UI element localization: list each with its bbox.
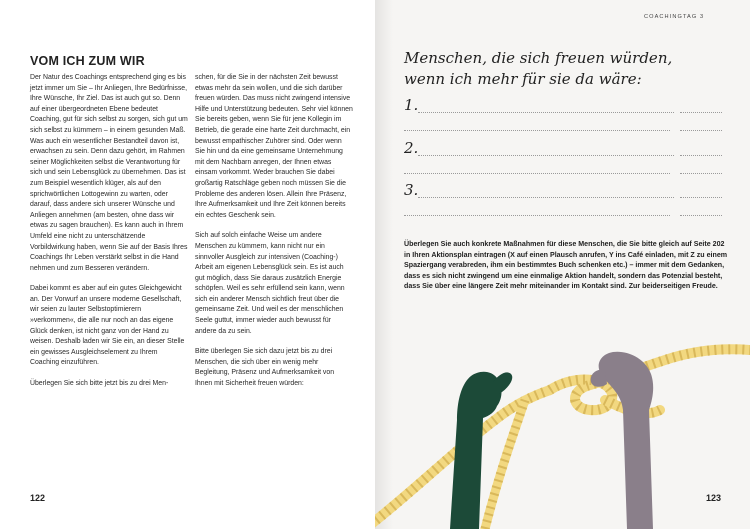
section-heading: VOM ICH ZUM WIR [30,54,145,68]
paragraph: Dabei kommt es aber auf ein gutes Gleichgewicht an. Der Vorwurf an unsere moderne Gesellschaft, wir seien zu lauter Selbstoptimierern »verkommen«, die alle nur noch an das eigene Glück denken, ist nicht ganz von der Hand zu weisen. Deshalb laden wir Sie ein, an dieser Stelle ein gewisses Ausgleichselement zu Ihrem Coaching einzuführen. [30,285,185,367]
write-in-line-1[interactable] [404,96,722,116]
dotted-line [418,155,674,156]
paragraph: Überlegen Sie sich bitte jetzt bis zu drei Men- [30,380,169,388]
dotted-line [680,197,722,198]
write-in-line-3[interactable] [404,181,722,201]
handwritten-title-line: Menschen, die sich freuen würden, [404,49,673,67]
handwritten-title [404,48,734,90]
list-number: 2. [404,139,419,157]
dotted-line [680,155,722,156]
dotted-line [418,112,674,113]
paragraph: Der Natur des Coachings entsprechend ging es bis jetzt immer um Sie – Ihr Anliegen, Ihre Bedürfnisse, Ihre Wünsche, Ihr Ziel. Das ist auch gut so. Denn auf einer übergeordneten Ebene bedeutet Coaching, gut für sich selbst zu sorgen, sich gut um sich selbst zu kümmern – in einem gesunden Maß. Was auch ein wesentlicher Bestandteil davon ist, erwachsen zu sein. Denn dazu gehört, im Rahmen seiner Möglichkeiten selbst die Verantwortung für sich und sein Lebensglück zu übernehmen. Das ist zum Beispiel wesentlich klüger, als auf den sprichwörtlichen Lottogewinn zu warten, oder darauf, dass andere sich unserer Wünsche und Anliegen annehmen (am besten, ohne dass wir etwas zu sagen brauchen). Es kann auch in Ihrem Umfeld eine nicht zu unterschätzende Vorbildwirkung haben, wenn Sie auf der Basis Ihres Coachings Ihr Leben verstärkt selbst in die Hand nehmen und zum Besseren verändern. [30,74,188,272]
right-arm [599,352,654,529]
rope-and-hands-illustration [375,340,750,529]
text-column-left [30,73,188,400]
paragraph: Sich auf solch einfache Weise um andere Menschen zu kümmern, kann nicht nur ein sinnvoller Ausgleich zur intensiven (Coaching-) Arbeit am eigenen Lebensglück sein. Es ist auch gut möglich, dass Sie daraus zusätzlich Energie schöpfen. Weil es sehr erfüllend sein kann, wenn sich ein anderer Mensch sichtlich freut über die gemeinsame Zeit. Und weil es der menschlichen Seele guttut, immer wieder auch bewusst für andere da zu sein. [195,232,345,335]
paragraph: Bitte überlegen Sie sich dazu jetzt bis zu drei Menschen, die sich über ein wenig mehr Begleitung, Präsenz und Aufmerksamkeit von Ihnen mit Sicherheit freuen würden: [195,348,335,388]
text-column-right [195,73,353,400]
dotted-line [404,215,722,216]
handwritten-title-line: wenn ich mehr für sie da wäre: [404,70,642,88]
right-thumb [591,370,607,387]
dotted-line [404,130,722,131]
page-number-left: 122 [30,493,46,503]
running-head: COACHINGTAG 3 [644,14,705,20]
page-number-right: 123 [706,493,722,503]
paragraph: schen, für die Sie in der nächsten Zeit bewusst etwas mehr da sein wollen, und die sich darüber freuen würden. Das muss nicht zwingend intensive Hilfe und Unterstützung bedeuten. Sehr viel können Sie bereits geben, wenn Sie für jene Kollegin im Betrieb, die gerade eine harte Zeit durchmacht, ein bewusst empathischer Zuhörer sind. Oder wenn Sie hin und da eine gemeinsame Unternehmung mit dem Nachbarn anregen, der Ihnen etwas einsam vorkommt. Weder brauchen Sie dabei großartig Ratschläge geben noch müssen Sie die Probleme des anderen lösen. Allein Ihre Präsenz, Ihre Aufmerksamkeit und Ihre Zeit können bereits ein echtes Geschenk sein. [195,74,353,219]
list-number: 3. [404,181,419,199]
write-in-line-2[interactable] [404,139,722,159]
list-number: 1. [404,96,419,114]
instruction-paragraph: Überlegen Sie auch konkrete Maßnahmen für diese Menschen, die Sie bitte gleich auf Seite 202 in Ihren Aktionsplan eintragen (X auf einen Plausch anrufen, Y ins Café einladen, mit Z zu einem Spaziergang verabreden, ihm ein bestimmtes Buch schenken etc.) – immer mit dem Gedanken, dass es sich nicht zwingend um eine einmalige Aktion handelt, sondern das Potenzial besteht, dass Sie über eine längere Zeit mehr miteinander im Kontakt sind. Zur beiderseitigen Freude. [404,240,728,291]
dotted-line [404,173,722,174]
dotted-line [680,112,722,113]
dotted-line [418,197,674,198]
